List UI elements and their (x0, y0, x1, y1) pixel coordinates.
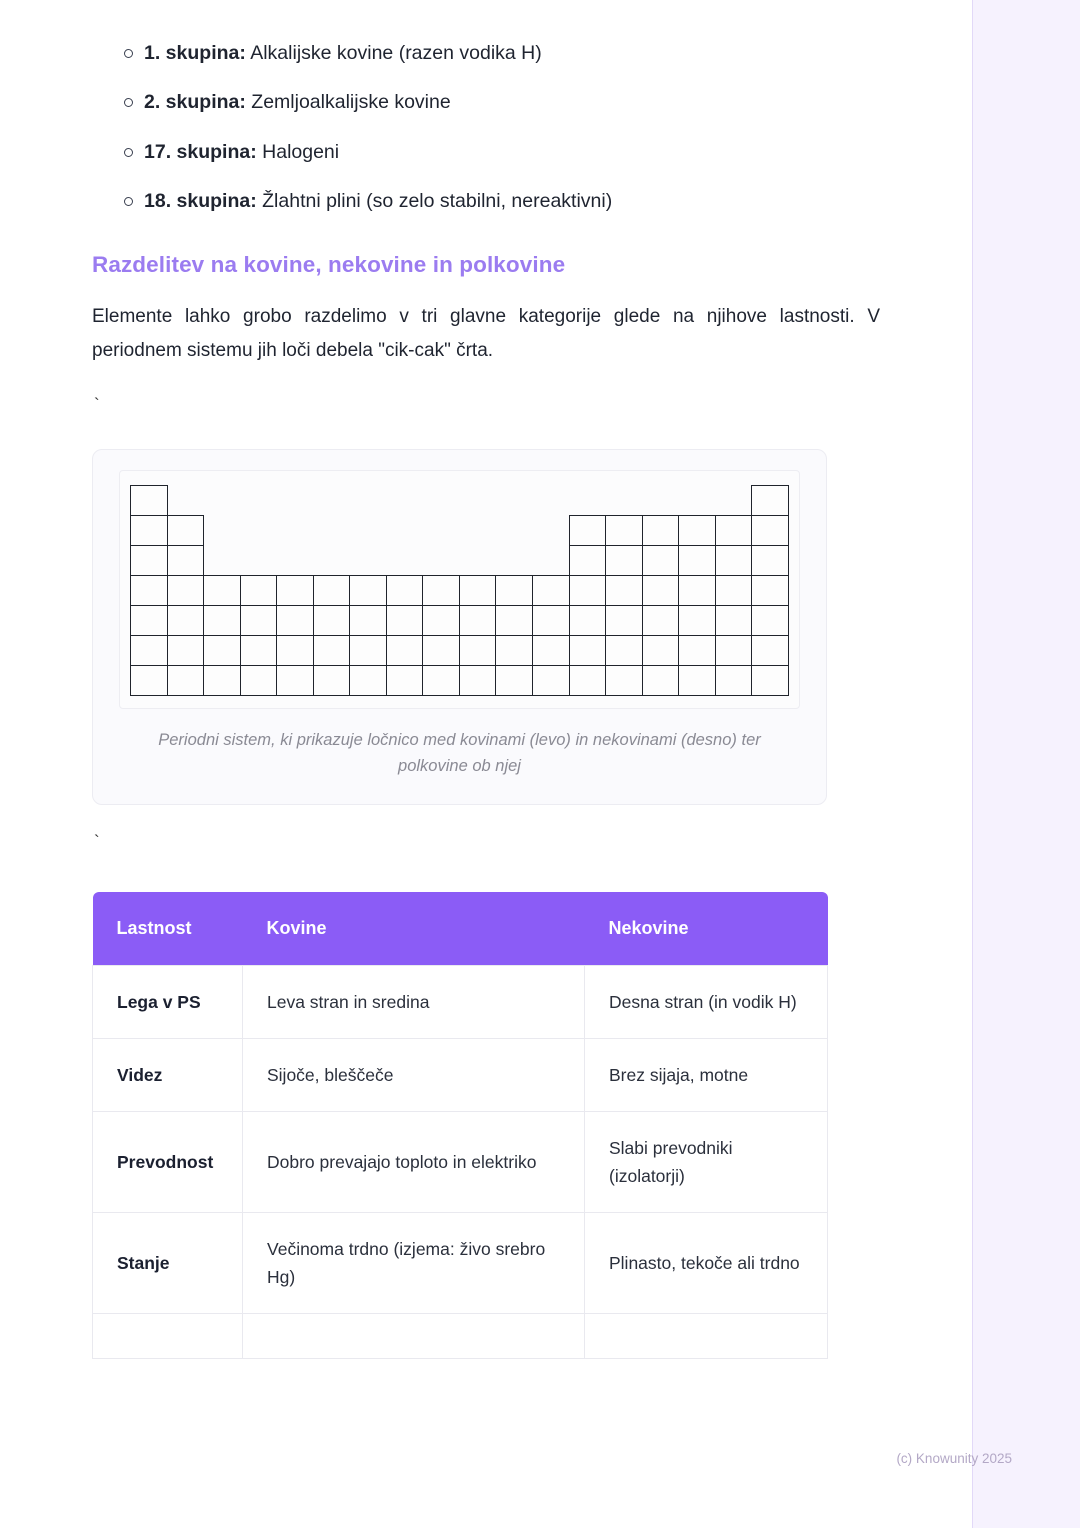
pt-cell (386, 575, 423, 605)
list-item (92, 188, 880, 214)
section-paragraph: Elemente lahko grobo razdelimo v tri glavne kategorije glede na njihove lastnosti. V periodnem sistemu jih loči debela "cik-cak" črta. (92, 306, 880, 362)
pt-cell (569, 635, 606, 665)
pt-gap (459, 515, 496, 545)
pt-gap (350, 485, 387, 515)
table-row (131, 635, 789, 665)
pt-gap (277, 485, 314, 515)
pt-gap (496, 515, 533, 545)
cell-property (93, 1313, 243, 1358)
pt-cell (679, 575, 716, 605)
pt-gap (386, 545, 423, 575)
table-row (131, 515, 789, 545)
pt-cell (423, 665, 460, 695)
cell-metals: Leva stran in sredina (243, 965, 585, 1038)
pt-cell (715, 575, 752, 605)
pt-cell (240, 605, 277, 635)
pt-cell (752, 665, 789, 695)
pt-cell (496, 635, 533, 665)
table-row (131, 665, 789, 695)
pt-cell (642, 665, 679, 695)
cell-property: Lega v PS (93, 965, 243, 1038)
pt-cell (459, 665, 496, 695)
pt-cell (459, 635, 496, 665)
pt-cell (679, 665, 716, 695)
pt-gap (240, 485, 277, 515)
pt-cell (606, 515, 643, 545)
pt-cell (350, 575, 387, 605)
pt-gap (167, 485, 204, 515)
cell-nonmetals: Desna stran (in vodik H) (585, 965, 828, 1038)
pt-gap (496, 545, 533, 575)
column-header-metals: Kovine (243, 892, 585, 966)
figure-caption: Periodni sistem, ki prikazuje ločnico med kovinami (levo) in nekovinami (desno) ter polkovine ob njej (158, 730, 761, 776)
pt-gap (204, 485, 241, 515)
pt-gap (715, 485, 752, 515)
column-header-nonmetals: Nekovine (585, 892, 828, 966)
pt-cell (569, 575, 606, 605)
pt-cell (606, 545, 643, 575)
pt-gap (240, 545, 277, 575)
pt-cell (277, 665, 314, 695)
pt-cell (204, 665, 241, 695)
pt-cell (277, 605, 314, 635)
table-row (131, 575, 789, 605)
pt-cell (606, 605, 643, 635)
pt-gap (459, 545, 496, 575)
pt-cell (240, 635, 277, 665)
pt-cell (277, 575, 314, 605)
cell-nonmetals: Slabi prevodniki (izolatorji) (585, 1111, 828, 1212)
page-side-strip (972, 0, 1080, 1528)
pt-cell (313, 635, 350, 665)
pt-cell (752, 515, 789, 545)
pt-gap (277, 545, 314, 575)
periodic-table-diagram (119, 470, 800, 709)
cell-nonmetals: Brez sijaja, motne (585, 1038, 828, 1111)
pt-cell (167, 605, 204, 635)
pt-cell (167, 635, 204, 665)
pt-cell (167, 665, 204, 695)
pt-cell (386, 605, 423, 635)
pt-cell (679, 515, 716, 545)
pt-cell (752, 605, 789, 635)
pt-gap (569, 485, 606, 515)
pt-cell (642, 635, 679, 665)
pt-gap (533, 485, 570, 515)
pt-gap (350, 545, 387, 575)
pt-cell (131, 485, 168, 515)
periodic-table-grid (130, 485, 789, 696)
pt-cell (131, 665, 168, 695)
pt-cell (131, 515, 168, 545)
pt-gap (313, 485, 350, 515)
table-header (93, 892, 828, 966)
pt-cell (642, 515, 679, 545)
pt-cell (204, 575, 241, 605)
pt-cell (496, 665, 533, 695)
pt-cell (423, 635, 460, 665)
pt-gap (240, 515, 277, 545)
pt-cell (715, 545, 752, 575)
pt-cell (423, 575, 460, 605)
pt-cell (533, 635, 570, 665)
pt-gap (350, 515, 387, 545)
pt-cell (131, 635, 168, 665)
pt-cell (350, 635, 387, 665)
pt-cell (642, 575, 679, 605)
pt-cell (240, 665, 277, 695)
pt-cell (715, 605, 752, 635)
pt-gap (496, 485, 533, 515)
pt-gap (313, 515, 350, 545)
column-header-property: Lastnost (93, 892, 243, 966)
pt-cell (131, 605, 168, 635)
list-item (92, 40, 880, 66)
pt-cell (752, 575, 789, 605)
pt-cell (313, 665, 350, 695)
pt-gap (277, 515, 314, 545)
table-body (93, 965, 828, 1358)
pt-cell (679, 605, 716, 635)
pt-cell (131, 545, 168, 575)
table-row (93, 1111, 828, 1212)
pt-cell (569, 515, 606, 545)
pt-cell (715, 515, 752, 545)
backtick-mark-bottom: ` (94, 831, 100, 851)
table-row (93, 1212, 828, 1313)
pt-cell (752, 635, 789, 665)
pt-cell (459, 575, 496, 605)
pt-cell (423, 605, 460, 635)
pt-cell (606, 665, 643, 695)
cell-nonmetals (585, 1313, 828, 1358)
pt-cell (642, 605, 679, 635)
list-item (92, 89, 880, 115)
table-row (93, 965, 828, 1038)
pt-cell (606, 635, 643, 665)
pt-cell (459, 605, 496, 635)
backtick-mark-top: ` (94, 394, 100, 414)
table-header-row (93, 892, 828, 966)
pt-gap (423, 515, 460, 545)
pt-cell (131, 575, 168, 605)
figure-card (92, 449, 827, 805)
list-item-label: 18. skupina: (144, 189, 257, 212)
pt-cell (752, 485, 789, 515)
pt-cell (569, 665, 606, 695)
pt-gap (423, 545, 460, 575)
pt-cell (313, 605, 350, 635)
list-item-label: 17. skupina: (144, 140, 257, 163)
pt-cell (752, 545, 789, 575)
pt-cell (167, 575, 204, 605)
pt-cell (569, 545, 606, 575)
cell-metals (243, 1313, 585, 1358)
pt-cell (204, 605, 241, 635)
pt-gap (459, 485, 496, 515)
pt-cell (679, 545, 716, 575)
list-item-text: Alkalijske kovine (razen vodika H) (245, 42, 542, 64)
list-item-text: Halogeni (256, 140, 340, 163)
list-item-text: Zemljoalkalijske kovine (245, 91, 451, 114)
pt-cell (679, 635, 716, 665)
cell-metals: Večinoma trdno (izjema: živo srebro Hg) (243, 1212, 585, 1313)
pt-cell (496, 605, 533, 635)
pt-gap (679, 485, 716, 515)
pt-cell (496, 575, 533, 605)
group-list (92, 40, 880, 214)
pt-cell (386, 665, 423, 695)
pt-cell (642, 545, 679, 575)
pt-gap (386, 485, 423, 515)
pt-cell (715, 665, 752, 695)
pt-cell (240, 575, 277, 605)
pt-cell (277, 635, 314, 665)
comparison-table (92, 892, 828, 1359)
pt-cell (533, 665, 570, 695)
pt-cell (167, 515, 204, 545)
pt-gap (313, 545, 350, 575)
pt-gap (642, 485, 679, 515)
pt-cell (350, 605, 387, 635)
pt-cell (350, 665, 387, 695)
copyright-notice: (c) Knowunity 2025 (896, 1451, 1012, 1466)
pt-gap (204, 545, 241, 575)
table-row (131, 605, 789, 635)
pt-cell (533, 575, 570, 605)
section-heading: Razdelitev na kovine, nekovine in polkovine (92, 252, 566, 278)
list-item-label: 2. skupina: (144, 91, 246, 114)
pt-cell (715, 635, 752, 665)
pt-gap (533, 545, 570, 575)
cell-property: Stanje (93, 1212, 243, 1313)
table-row (93, 1313, 828, 1358)
pt-cell (167, 545, 204, 575)
list-item (92, 139, 880, 165)
cell-property: Videz (93, 1038, 243, 1111)
list-item-label: 1. skupina: (144, 42, 246, 64)
table-row (93, 1038, 828, 1111)
pt-cell (533, 605, 570, 635)
cell-metals: Sijoče, bleščeče (243, 1038, 585, 1111)
pt-gap (423, 485, 460, 515)
pt-gap (606, 485, 643, 515)
table-row (131, 545, 789, 575)
table-row (131, 485, 789, 515)
pt-gap (204, 515, 241, 545)
pt-gap (386, 515, 423, 545)
pt-cell (606, 575, 643, 605)
pt-cell (569, 605, 606, 635)
pt-gap (533, 515, 570, 545)
pt-cell (386, 635, 423, 665)
cell-nonmetals: Plinasto, tekoče ali trdno (585, 1212, 828, 1313)
cell-metals: Dobro prevajajo toploto in elektriko (243, 1111, 585, 1212)
pt-cell (313, 575, 350, 605)
pt-cell (204, 635, 241, 665)
cell-property: Prevodnost (93, 1111, 243, 1212)
list-item-text: Žlahtni plini (so zelo stabilni, nereaktivni) (256, 189, 613, 212)
